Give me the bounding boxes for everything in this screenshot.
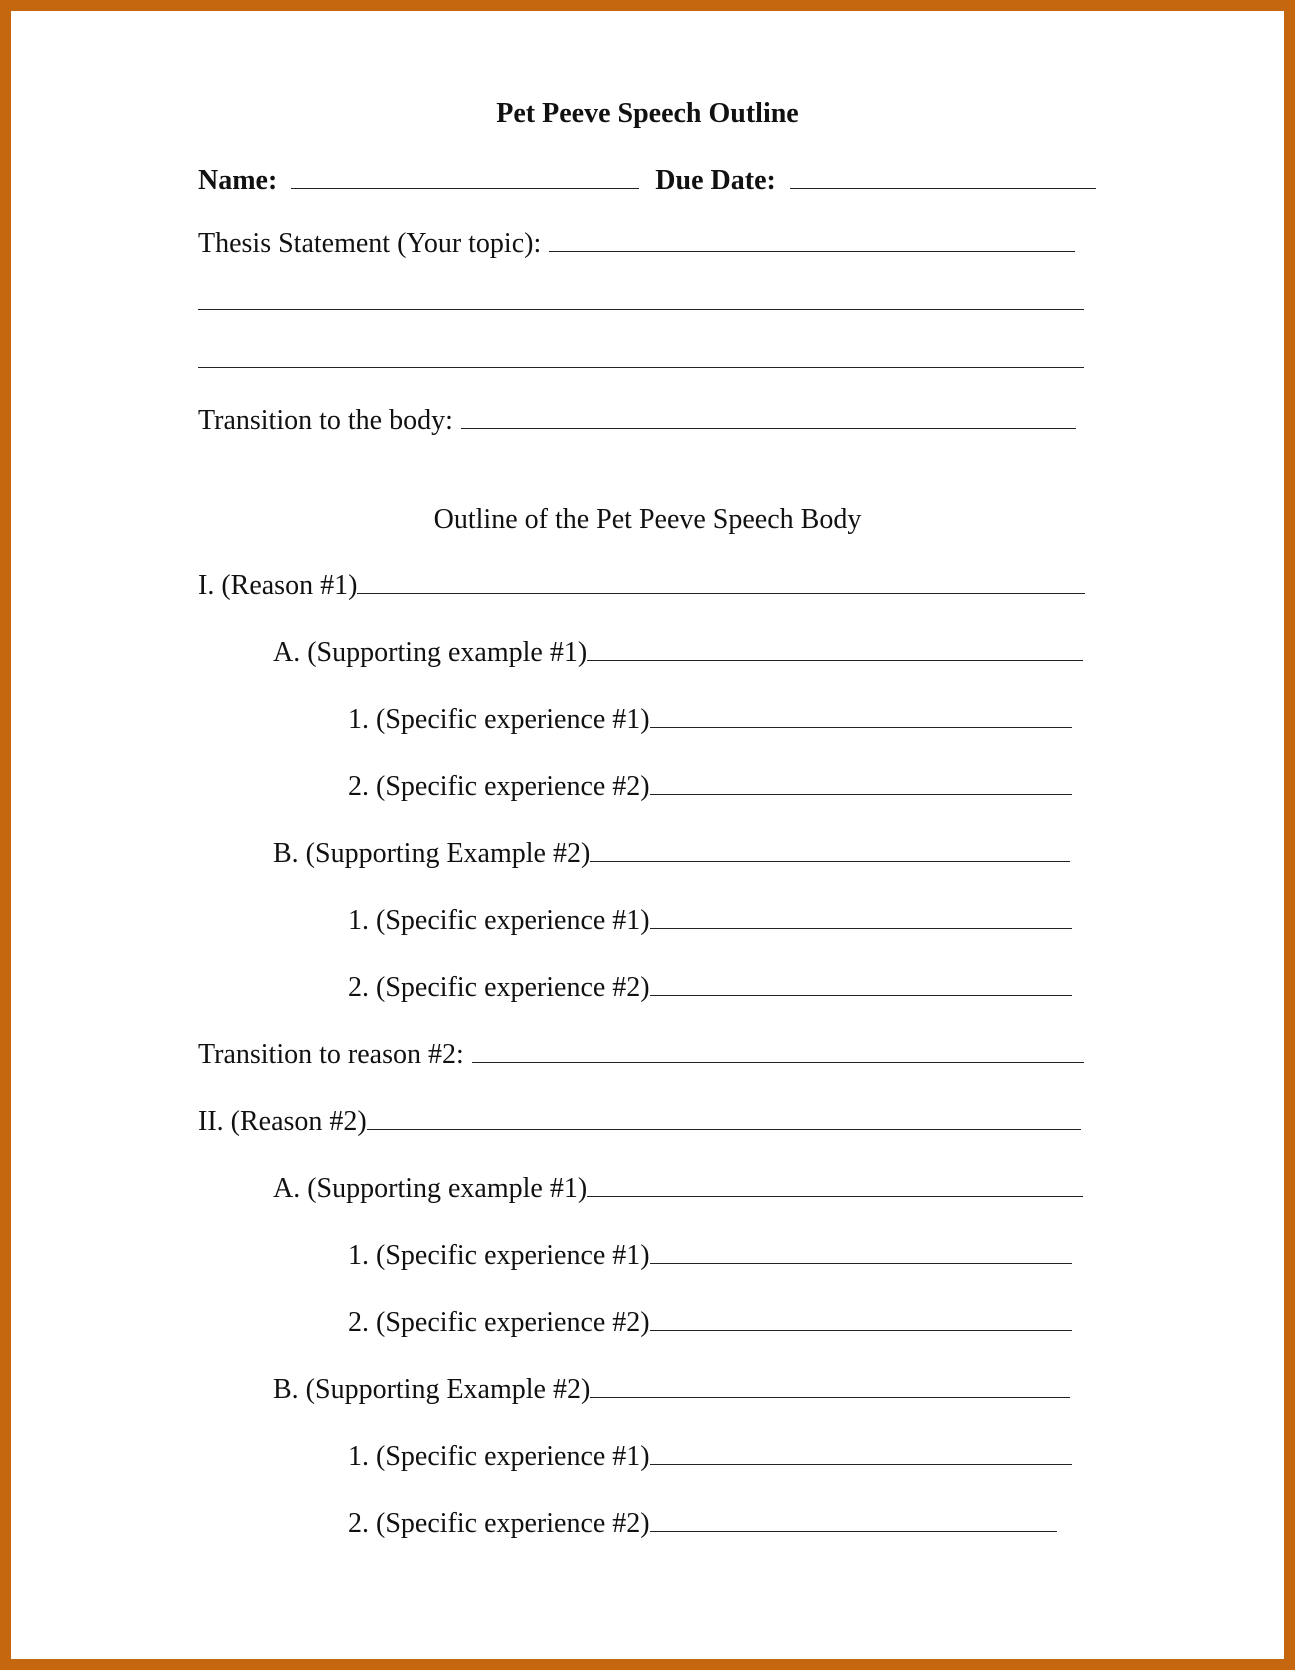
transition-body-row — [198, 405, 1076, 437]
reason-2-example-b-row — [273, 1374, 1070, 1406]
thesis-field-line-3[interactable] — [198, 345, 1084, 368]
reason-2-a-experience-2-label: 2. (Specific experience #2) — [348, 1307, 650, 1338]
transition-reason-2-field[interactable] — [472, 1040, 1084, 1063]
reason-2-b-experience-2-label: 2. (Specific experience #2) — [348, 1508, 650, 1539]
reason-1-a-experience-1-label: 1. (Specific experience #1) — [348, 704, 650, 735]
reason-1-field[interactable] — [357, 571, 1085, 594]
reason-1-a-experience-2-row — [348, 771, 1072, 803]
reason-1-a-experience-2-field[interactable] — [650, 772, 1072, 795]
reason-2-b-experience-2-row — [348, 1508, 1057, 1540]
due-date-field[interactable] — [790, 166, 1096, 189]
reason-1-a-experience-1-row — [348, 704, 1072, 736]
thesis-continuation-row-1 — [198, 287, 1084, 310]
body-outline-heading: Outline of the Pet Peeve Speech Body — [433, 504, 862, 535]
transition-body-label: Transition to the body: — [198, 405, 453, 436]
reason-2-b-experience-1-row — [348, 1441, 1072, 1473]
reason-1-example-b-row — [273, 838, 1070, 870]
name-field[interactable] — [291, 166, 639, 189]
reason-1-b-experience-2-row — [348, 972, 1072, 1004]
reason-2-a-experience-1-label: 1. (Specific experience #1) — [348, 1240, 650, 1271]
reason-1-example-a-row — [273, 637, 1083, 669]
reason-2-a-experience-2-row — [348, 1307, 1072, 1339]
reason-1-example-b-label: B. (Supporting Example #2) — [273, 838, 591, 869]
reason-2-b-experience-1-label: 1. (Specific experience #1) — [348, 1441, 650, 1472]
reason-2-example-b-field[interactable] — [590, 1375, 1070, 1398]
due-date-label: Due Date: — [655, 165, 776, 196]
reason-2-example-b-label: B. (Supporting Example #2) — [273, 1374, 591, 1405]
thesis-label: Thesis Statement (Your topic): — [198, 228, 542, 259]
reason-2-label: II. (Reason #2) — [198, 1106, 367, 1137]
reason-1-b-experience-1-field[interactable] — [650, 906, 1072, 929]
reason-1-b-experience-2-field[interactable] — [650, 973, 1072, 996]
thesis-field[interactable] — [549, 229, 1075, 252]
reason-1-example-b-field[interactable] — [590, 839, 1070, 862]
reason-1-a-experience-2-label: 2. (Specific experience #2) — [348, 771, 650, 802]
reason-2-b-experience-2-field[interactable] — [650, 1509, 1057, 1532]
transition-body-field[interactable] — [461, 406, 1076, 429]
reason-2-a-experience-1-row — [348, 1240, 1072, 1272]
reason-1-label: I. (Reason #1) — [198, 570, 358, 601]
reason-2-a-experience-1-field[interactable] — [650, 1241, 1072, 1264]
reason-2-example-a-row — [273, 1173, 1083, 1205]
reason-2-row — [198, 1106, 1081, 1138]
reason-1-row — [198, 570, 1085, 602]
reason-2-field[interactable] — [367, 1107, 1081, 1130]
reason-1-b-experience-2-label: 2. (Specific experience #2) — [348, 972, 650, 1003]
reason-2-example-a-label: A. (Supporting example #1) — [273, 1173, 588, 1204]
reason-1-example-a-field[interactable] — [587, 638, 1083, 661]
name-due-row — [198, 165, 1096, 197]
reason-1-b-experience-1-label: 1. (Specific experience #1) — [348, 905, 650, 936]
name-label: Name: — [198, 165, 278, 196]
transition-reason-2-label: Transition to reason #2: — [198, 1039, 464, 1070]
reason-2-example-a-field[interactable] — [587, 1174, 1083, 1197]
thesis-field-line-2[interactable] — [198, 287, 1084, 310]
thesis-continuation-row-2 — [198, 345, 1084, 368]
reason-2-a-experience-2-field[interactable] — [650, 1308, 1072, 1331]
transition-reason-2-row — [198, 1039, 1084, 1071]
thesis-row — [198, 228, 1075, 260]
reason-1-example-a-label: A. (Supporting example #1) — [273, 637, 588, 668]
page-title: Pet Peeve Speech Outline — [496, 98, 799, 129]
reason-1-a-experience-1-field[interactable] — [650, 705, 1072, 728]
reason-2-b-experience-1-field[interactable] — [650, 1442, 1072, 1465]
reason-1-b-experience-1-row — [348, 905, 1072, 937]
